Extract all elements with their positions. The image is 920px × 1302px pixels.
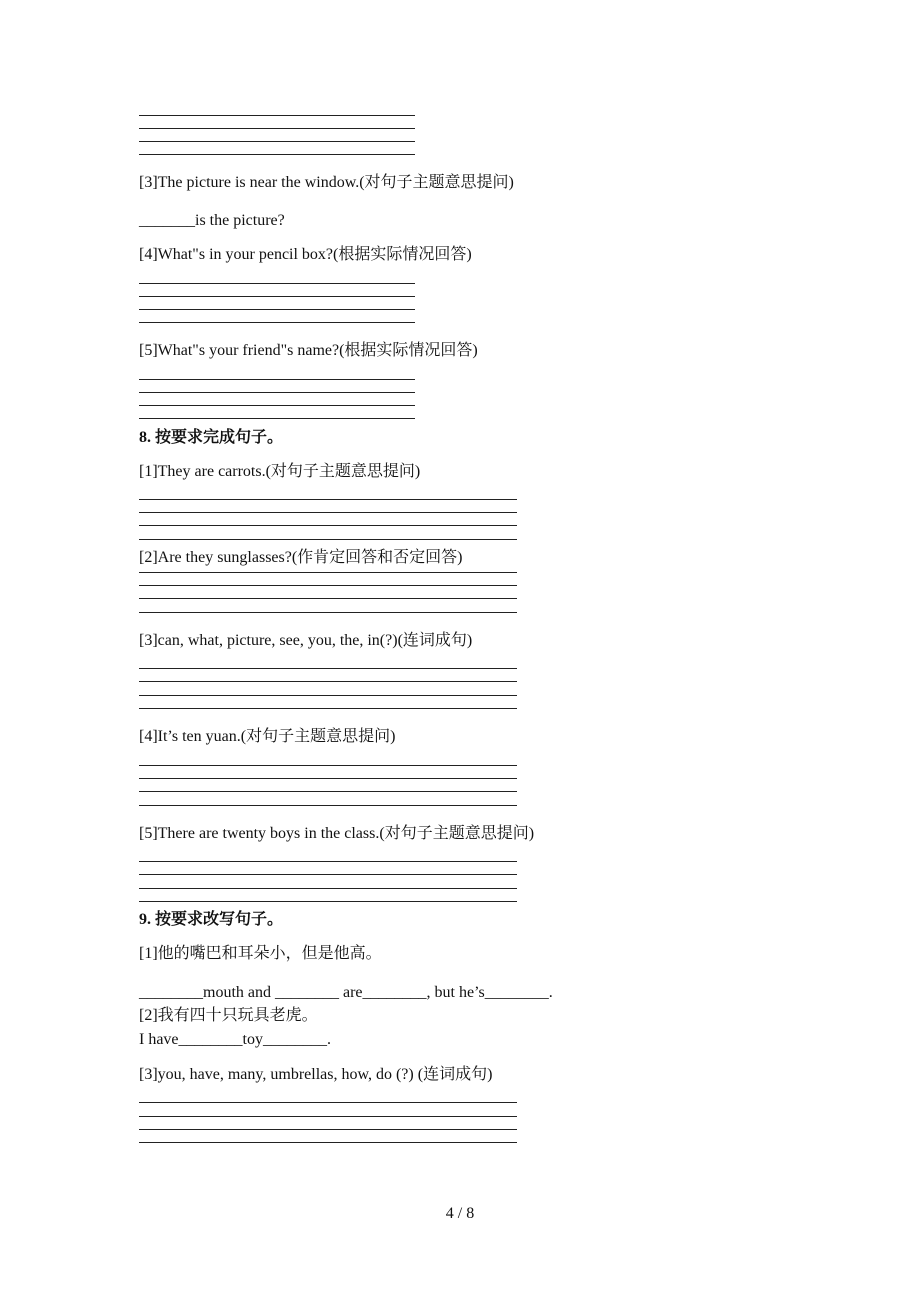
question-7-5: [5]What"s your friend"s name?(根据实际情况回答) [139, 342, 478, 359]
question-9-2: [2]我有四十只玩具老虎。 [139, 1007, 318, 1024]
answer-9-2: I have________toy________. [139, 1031, 331, 1048]
question-9-1: [1]他的嘴巴和耳朵小，但是他高。 [139, 945, 382, 962]
question-8-4: [4]It’s ten yuan.(对句子主题意思提问) [139, 728, 396, 745]
question-8-5: [5]There are twenty boys in the class.(对句子主题意思提问) [139, 825, 535, 842]
section-8-heading: 8. 按要求完成句子。 [139, 429, 284, 446]
question-7-4: [4]What"s in your pencil box?(根据实际情况回答) [139, 246, 472, 263]
question-8-3: [3]can, what, picture, see, you, the, in(?)(连词成句) [139, 632, 473, 649]
answer-9-1: ________mouth and ________ are________, but he’s________. [139, 984, 553, 1001]
question-8-1: [1]They are carrots.(对句子主题意思提问) [139, 463, 421, 480]
page-number: 4 / 8 [445, 1205, 475, 1222]
question-8-2: [2]Are they sunglasses?(作肯定回答和否定回答) [139, 549, 463, 566]
section-9-heading: 9. 按要求改写句子。 [139, 911, 284, 928]
question-9-3: [3]you, have, many, umbrellas, how, do (?) (连词成句) [139, 1066, 493, 1083]
answer-7-3: _______is the picture? [139, 212, 285, 229]
question-7-3: [3]The picture is near the window.(对句子主题意思提问) [139, 174, 514, 191]
